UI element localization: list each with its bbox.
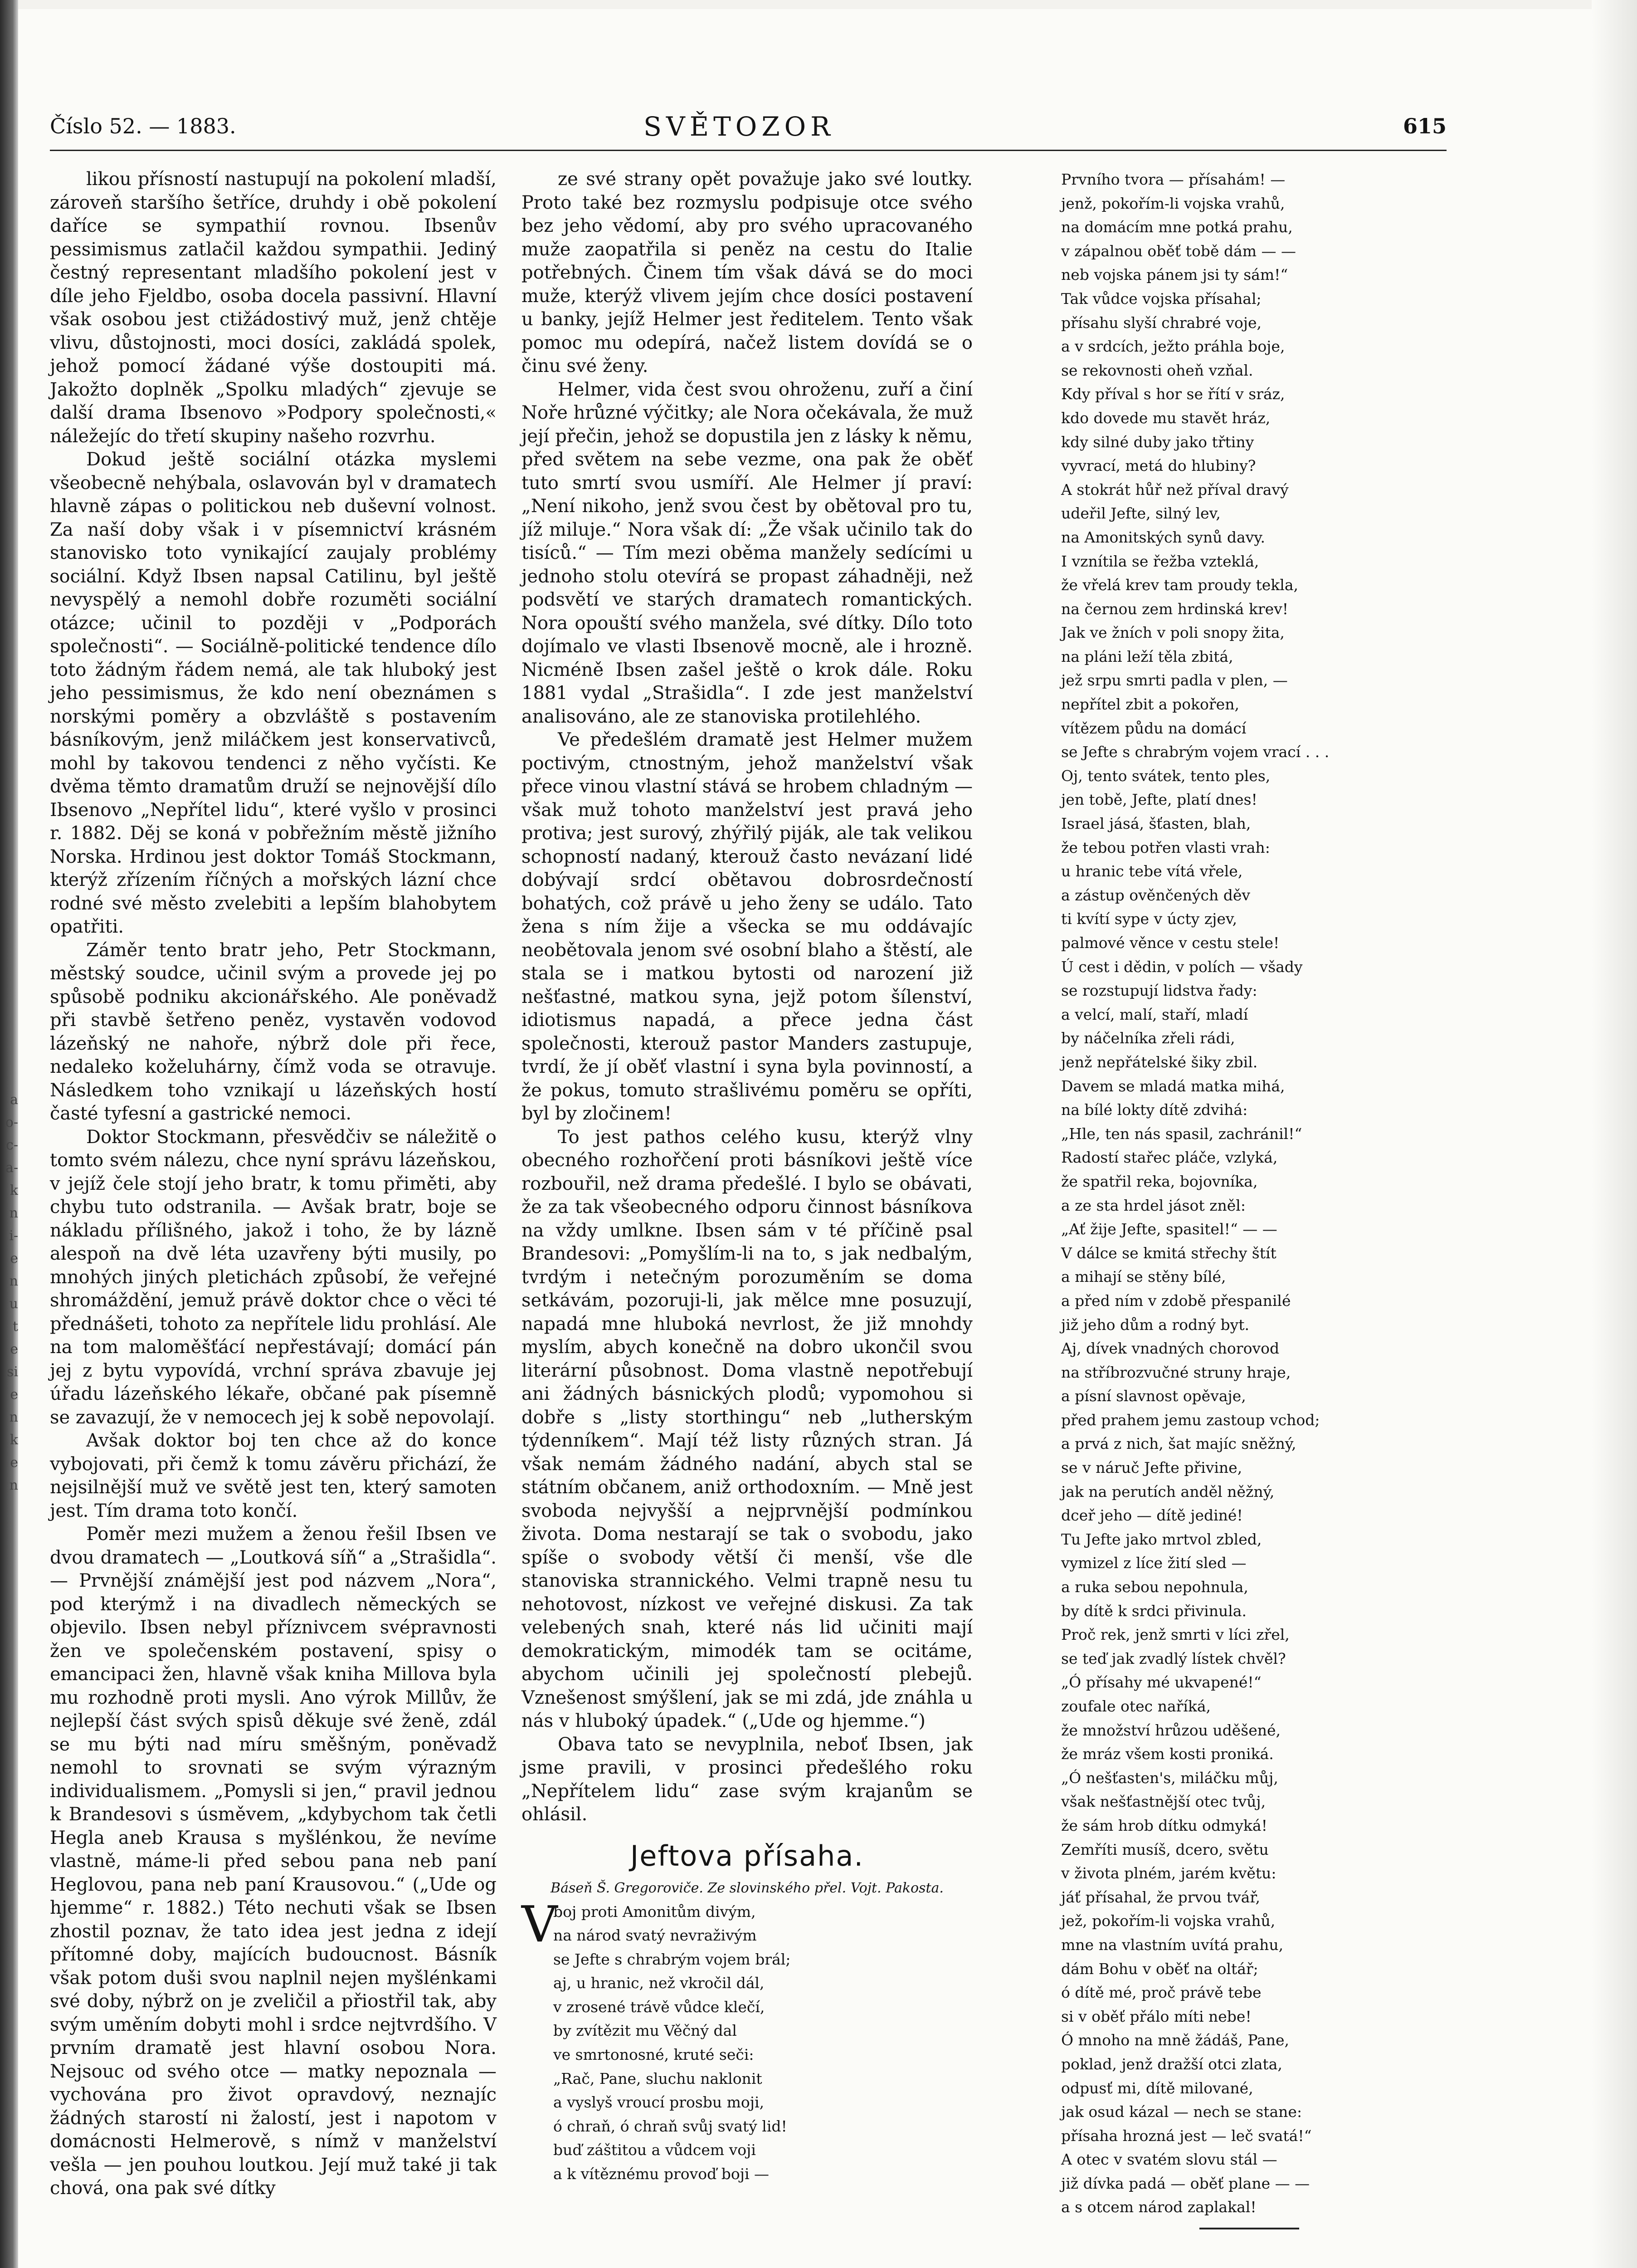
page-number: 615	[1403, 114, 1447, 138]
poem-line: a k vítěznému provoď boji —	[553, 2165, 770, 2183]
margin-fragment: n	[9, 1409, 18, 1425]
poem-line: zoufale otec naříká,	[1061, 1697, 1211, 1715]
poem-line: se teď jak zvadlý lístek chvěl?	[1061, 1649, 1286, 1667]
margin-fragment: n	[9, 1273, 18, 1289]
poem-line: kdy silné duby jako třtiny	[1061, 433, 1254, 451]
margin-fragment: si	[7, 1364, 18, 1380]
poem-end-rule	[1199, 2228, 1299, 2229]
margin-fragment: a	[10, 1092, 18, 1108]
poem-line: na pláni leží těla zbitá,	[1061, 647, 1233, 665]
poem-line: jak osud kázal — nech se stane:	[1061, 2103, 1302, 2121]
poem-line: Ú cest i dědin, v polích — všady	[1061, 958, 1303, 976]
poem-line: „Rač, Pane, sluchu naklonit	[553, 2069, 762, 2087]
poem-line: již dívka padá — oběť plane — —	[1061, 2174, 1310, 2192]
poem-line: mne na vlastním uvítá prahu,	[1061, 1936, 1284, 1954]
poem-line: „Hle, ten nás spasil, zachránil!“	[1061, 1124, 1302, 1143]
poem-line: by náčelníka zřeli rádi,	[1061, 1029, 1235, 1047]
poem-line: a velcí, malí, staří, mladí	[1061, 1005, 1248, 1023]
poem-line: a mihají se stěny bílé,	[1061, 1268, 1226, 1286]
poem-line: již jeho dům a rodný byt.	[1061, 1315, 1250, 1334]
column-right	[1061, 168, 1437, 2229]
poem-start	[521, 1895, 973, 2186]
margin-fragment: k	[10, 1183, 18, 1198]
poem-line: by dítě k srdci přivinula.	[1061, 1602, 1247, 1620]
header-rule	[50, 150, 1447, 151]
poem-byline: Báseň Š. Gregoroviče. Ze slovinského přel. Vojt. Pakosta.	[551, 1880, 944, 1896]
poem-line: že tebou potřen vlasti vrah:	[1061, 838, 1270, 856]
poem-lines-middle	[521, 1895, 973, 2186]
paragraph: Helmer, vida čest svou ohroženu, zuří a činí Noře hrůzné výčitky; ale Nora očekávala, že muž její přečin, jehož se dopustila jen z lásky k němu, před světem na sebe vezme, ona pak že oběť tuto smrtí svou usmíří. Ale Helmer jí praví: „Není nikoho, jenž svou čest by obětoval pro tu, jíž miluje.“ Nora však dí: „Že však učinilo tak do tisíců.“ — Tím mezi oběma manžely sedícími u jednoho stolu otevírá se propast záhadněji, než podsvětí ve starých dramatech romantických. Nora opouští svého manžela, své dítky. Dílo toto dojímalo ve vlasti Ibsenově mocně, ale i hrozně. Nicméně Ibsen zašel ještě o krok dále. Roku 1881 vydal „Strašidla“. I zde jest manželství analisováno, ale ze stanoviska protilehlého.	[521, 379, 973, 727]
poem-line: přísahu slyší chrabré voje,	[1061, 313, 1262, 332]
poem-line: Kdy příval s hor se řítí v sráz,	[1061, 385, 1285, 403]
paragraph: likou přísností nastupují na pokolení mladší, zároveň staršího šetříce, druhdy i obě pokolení daříce se sympathií rovnou. Ibsenův pessimismus zatlačil každou sympathii. Jediný čestný representant mladšího pokolení jest v díle jeho Fjeldbo, osoba docela passivní. Hlavní však osobou jest ctižádostivý muž, jenž chtěje vlivu, důstojnosti, moci dosíci, zakládá spolek, jehož pomocí žádané výše dostoupiti má. Jakožto doplněk „Spolku mladých“ zjevuje se další drama Ibsenovo »Podpory společnosti,« náležejíc do třetí skupiny našeho rozvrhu.	[50, 169, 497, 447]
margin-fragment: e	[10, 1341, 18, 1357]
poem-line: A otec v svatém slovu stál —	[1061, 2151, 1277, 2169]
poem-line: dám Bohu v oběť na oltář;	[1061, 1960, 1258, 1978]
poem-line: ve smrtonosné, kruté seči:	[553, 2046, 754, 2064]
poem-line: ó chraň, ó chraň svůj svatý lid!	[553, 2117, 787, 2135]
poem-line: že mráz všem kosti proniká.	[1061, 1745, 1274, 1763]
poem-line: buď záštitou a vůdcem voji	[553, 2141, 756, 2159]
paragraph: Dokud ještě sociální otázka myslemi všeobecně nehýbala, oslavován byl v dramatech hlavně zápas o politickou neb duševní volnost. Za naší doby však i v písemnictví krásném stanovisko toto vynikající zaujaly problémy sociální. Když Ibsen napsal Catilinu, byl ještě nevyspělý a nemohl dobře rozuměti sociální otázce; učinil to později v „Podporách společnosti“. — Sociálně-politické tendence dílo toto žádným řádem nemá, ale tak hluboký jest jeho pessimismus, že kdo není obeznámen s norskými poměry a obzvláště s postavením básníkovým, jenž miláčkem jest konservativců, mohl by takovou tendenci z něho vyčísti. Ke dvěma těmto dramatům druží se nejnovější dílo Ibsenovo „Nepřítel lidu“, které vyšlo v prosinci r. 1882. Děj se koná v pobřežním městě jižního Norska. Hrdinou jest doktor Tomáš Stockmann, kterýž zřízením říčných a mořských lázní chce rodné své město zvelebiti a lepším blahobytem opatřiti.	[50, 449, 497, 937]
poem-line: aj, u hranic, než vkročil dál,	[553, 1974, 765, 1992]
journal-title: SVĚTOZOR	[643, 111, 835, 142]
poem-line: jak na perutích anděl něžný,	[1061, 1482, 1275, 1501]
poem-line: vymizel z líce žití sled —	[1061, 1554, 1247, 1572]
poem-line: kdo dovede mu stavět hráz,	[1061, 409, 1271, 427]
poem-line: Israel jásá, šťasten, blah,	[1061, 815, 1251, 833]
margin-fragment: n	[9, 1205, 18, 1221]
poem-line: Ó mnoho na mně žádáš, Pane,	[1061, 2031, 1289, 2049]
poem-line: Oj, tento svátek, tento ples,	[1061, 767, 1271, 785]
poem-line: I vznítila se řežba vzteklá,	[1061, 552, 1259, 570]
poem-line: se Jefte s chrabrým vojem brál;	[553, 1950, 791, 1968]
poem-line: Radostí stařec pláče, vzlyká,	[1061, 1149, 1278, 1167]
poem-line: ó dítě mé, proč právě tebe	[1061, 1984, 1262, 2002]
poem-line: Jak ve žních v poli snopy žita,	[1061, 624, 1285, 642]
poem-line: boj proti Amonitům divým,	[553, 1902, 756, 1921]
poem-line: na národ svatý nevraživým	[553, 1926, 757, 1945]
poem-line: V dálce se kmitá střechy štít	[1061, 1244, 1276, 1262]
poem-line: Davem se mladá matka mihá,	[1061, 1077, 1285, 1095]
poem-line: by zvítězit mu Věčný dal	[553, 2022, 737, 2040]
poem-line: na Amonitských synů davy.	[1061, 528, 1266, 546]
poem-line: vyvrací, metá do hlubiny?	[1061, 457, 1256, 475]
poem-line: Proč rek, jenž smrti v líci zřel,	[1061, 1626, 1290, 1644]
poem-line: Zemříti musíš, dcero, světu	[1061, 1840, 1269, 1858]
poem-line: jáť přísahal, že prvou tvář,	[1061, 1888, 1260, 1906]
poem-line: Tu Jefte jako mrtvol zbled,	[1061, 1530, 1262, 1548]
column-left	[50, 168, 497, 2200]
poem-line: a vyslyš vroucí prosbu moji,	[553, 2093, 765, 2112]
poem-line: neb vojska pánem jsi ty sám!“	[1061, 266, 1288, 284]
poem-line: poklad, jenž dražší otci zlata,	[1061, 2055, 1282, 2073]
running-header	[32, 111, 1447, 143]
poem-line: na černou zem hrdinská krev!	[1061, 600, 1289, 618]
poem-line: jen tobě, Jefte, platí dnes!	[1061, 791, 1257, 809]
poem-line: že vřelá krev tam proudy tekla,	[1061, 576, 1299, 594]
poem-line: „Ó přísahy mé ukvapené!“	[1061, 1673, 1262, 1691]
column-middle-text	[521, 168, 973, 1827]
column-middle	[521, 168, 973, 2186]
paragraph: Doktor Stockmann, přesvědčiv se náležitě o tomto svém nálezu, chce nyní správu lázeňskou, v jejíž čele stojí jeho bratr, k tomu přiměti, aby chybu tuto odstranila. — Avšak bratr, boje se nákladu přílišného, jakož i toho, že by lázně alespoň na dvě léta uzavřeny býti musily, po mnohých jiných pletichách způsobí, že veřejné shromáždění, jemuž právě doktor chce o věci té přednášeti, tohoto za nepřítele lidu prohlásí. Ale na tom maloměšťácí nepřestávají; domácí pán jej z bytu vypovídá, vrchní správa zbavuje jej úřadu lázeňského lékaře, občané pak písemně se zavazují, že v nemocech jej k sobě nepovolají.	[50, 1126, 497, 1428]
margin-fragment: n	[9, 1477, 18, 1493]
poem-line: a prvá z nich, šat majíc sněžný,	[1061, 1435, 1296, 1453]
poem-line: jenž, pokořím-li vojska vrahů,	[1061, 194, 1285, 212]
poem-line: na stříbrozvučné struny hraje,	[1061, 1363, 1291, 1381]
poem-line: dceř jeho — dítě jediné!	[1061, 1506, 1243, 1525]
poem-line: na bílé lokty dítě zdvihá:	[1061, 1101, 1248, 1119]
poem-line: a v srdcích, ježto práhla boje,	[1061, 337, 1285, 356]
poem-line: v zápalnou oběť tobě dám — —	[1061, 242, 1296, 260]
poem-line: si v oběť přálo míti nebe!	[1061, 2007, 1252, 2025]
margin-fragment: e	[10, 1455, 18, 1471]
margin-fragment: e	[10, 1251, 18, 1266]
poem-line: a písní slavnost opěvaje,	[1061, 1387, 1246, 1405]
poem-line: přísaha hrozná jest — leč svatá!“	[1061, 2126, 1312, 2145]
poem-line: vítězem půdu na domácí	[1061, 719, 1247, 737]
paragraph: To jest pathos celého kusu, kterýž vlny obecného rozhořčení proti básníkovi ještě více rozbouřil, než drama předešlé. I bylo se obávati, že za tak všeobecného odporu činnost básníkova na vždy umlkne. Ibsen sám v té příčině psal Brandesovi: „Pomyšlím-li na to, s jak nedbalým, tvrdým i netečným porozuměním se doma setkávám, pozoruji-li, jak mělce mne posuzují, napadá mne hluboká nevrlost, že již mnohdy myslím, abych konečně na dobro ukončil svou literární působnost. Doma vlastně nepotřebují ani žádných básnických plodů; vypomohou si dobře s „listy storthingu“ neb „lutherským týdenníkem“. Mají též listy různých stran. Já však nemám žádného nadání, abych stal se státním občanem, aniž orthodoxním. — Mně jest svoboda nejvyšší a nejprvnější podmínkou života. Doma nestarají se tak o svobodu, jako spíše o svobody větší či menší, vše dle stanoviska strannického. Velmi trapně nesu tu nehotovost, nízkost ve veřejné diskusi. Za tak velebených snah, které nás lid učiniti mají demokratickým, mimodék tam se ocitáme, abychom učinili jej společností plebejů. Vznešenost smýšlení, jak se mi zdá, jde znáhla u nás v hluboký úpadek.“ („Ude og hjemme.“)	[521, 1126, 973, 1731]
poem-line: nepřítel zbit a pokořen,	[1061, 695, 1239, 714]
poem-line: že spatřil reka, bojovníka,	[1061, 1172, 1258, 1190]
poem-line: udeřil Jefte, silný lev,	[1061, 504, 1221, 523]
margin-fragment: t	[12, 1319, 18, 1334]
page-edge-shadow	[1592, 0, 1637, 2268]
poem-line: na domácím mne potká prahu,	[1061, 218, 1293, 236]
poem-line: se v náruč Jefte přivine,	[1061, 1459, 1242, 1477]
poem-line: se rozstupují lidstva řady:	[1061, 982, 1257, 1000]
poem-line: odpusť mi, dítě milované,	[1061, 2079, 1253, 2097]
margin-fragment: u	[9, 1296, 18, 1312]
paragraph: Avšak doktor boj ten chce až do konce vybojovati, při čemž k tomu závěru přichází, že nejsilnější muž ve světě jest ten, který samoten jest. Tím drama toto končí.	[50, 1430, 497, 1521]
poem-line: však nešťastnější otec tvůj,	[1061, 1793, 1266, 1811]
poem-line: ti kvítí sype v úcty zjev,	[1061, 910, 1237, 928]
poem-line: se Jefte s chrabrým vojem vrací . . .	[1061, 743, 1330, 761]
paragraph: Obava tato se nevyplnila, neboť Ibsen, jak jsme pravili, v prosinci předešlého roku „Nepřítelem lidu“ zase svým krajanům se ohlásil.	[521, 1734, 973, 1825]
poem-line: „Ó nešťasten's, miláčku můj,	[1061, 1769, 1278, 1787]
paragraph: Záměr tento bratr jeho, Petr Stockmann, městský soudce, učinil svým a provede jej po spůsobě podniku akcionářského. Ale poněvadž při stavbě šetřeno peněz, vystavěn vodovod lázeňský ne nahoře, nýbrž dole při řece, nedaleko koželuhárny, čímž voda se otravuje. Následkem toho vznikají u lázeňských hostí časté tyfesní a gastrické nemoci.	[50, 939, 497, 1124]
margin-fragment: e	[10, 1387, 18, 1403]
poem-line: jež srpu smrti padla v plen, —	[1061, 671, 1288, 689]
poem-title: Jeftova přísaha.	[630, 1839, 864, 1872]
poem-line: že sám hrob dítku odmyká!	[1061, 1816, 1267, 1834]
poem-line: a ruka sebou nepohnula,	[1061, 1578, 1248, 1596]
poem-line: palmové věnce v cestu stele!	[1061, 934, 1280, 952]
poem-line: v života plném, jarém květu:	[1061, 1864, 1276, 1882]
paragraph: Poměr mezi mužem a ženou řešil Ibsen ve dvou dramatech — „Loutková síň“ a „Strašidla“. — Prvnější známější jest pod názvem „Nora“, pod kterýmž i na divadlech německých se objevilo. Ibsen nebyl příznivcem svépravnosti žen ve společenském postavení, spisy o emancipaci žen, hlavně však kniha Millova byla mu rozhodně proti mysli. Ano výrok Millův, že nejlepší část svých spisů děkuje své ženě, zdál se mu býti nad míru směšným, poněvadž nemohl to srovnati se svým výrazným individualismem. „Pomysli si jen,“ pravil jednou k Brandesovi s úsměvem, „kdybychom tak četli Hegla aneb Krausa s myšlénkou, že nevíme vlastně, máme-li před sebou pana neb paní Heglovou, pana neb paní Krausovou.“ („Ude og hjemme“ r. 1882.) Této nechuti však se Ibsen zhostil poznav, že tato idea jest jedna z idejí přítomné doby, majících budoucnost. Básník však potom duši svou naplnil nejen myšlénkami své doby, nýbrž on je zveličil a přiostřil tak, aby svým uměním dobyti mohl i srdce nejtvrdšího. V prvním dramatě jest hlavní osobou Nora. Nejsouc od svého otce — matky nepoznala — vychována pro život opravdový, neznajíc žádných starostí ni žalostí, jest i napotom v domácnosti Helmerově, s nímž v manželství vešla — jen pouhou loutkou. Její muž také ji tak chová, ona pak své dítky	[50, 1524, 497, 2199]
poem-line: „Ať žije Jefte, spasitel!“ — —	[1061, 1220, 1277, 1238]
poem-lines-right	[1061, 168, 1437, 2219]
adjacent-page-fragments	[0, 1089, 18, 1497]
issue-label: Číslo 52. — 1883.	[50, 114, 236, 138]
poem-line: a s otcem národ zaplakal!	[1061, 2198, 1257, 2216]
poem-dropcap: V	[521, 1895, 558, 1953]
poem-line: A stokrát hůř než příval dravý	[1061, 480, 1289, 499]
paragraph: ze své strany opět považuje jako své loutky. Proto také bez rozmyslu podpisuje otce svého bez jeho vědomí, aby pro svého upracovaného muže zaopatřila si peněz na cestu do Italie potřebných. Činem tím však dává se do moci muže, kterýž vlivem jejím chce dosíci postavení u banky, jejíž Helmer jest ředitelem. Tento však pomoc mu odepírá, načež listem dovídá se o činu své ženy.	[521, 169, 973, 376]
poem-line: a zástup ověnčených děv	[1061, 886, 1251, 904]
poem-line: a před ním v zdobě přespanilé	[1061, 1291, 1291, 1310]
margin-fragment: o-	[5, 1114, 18, 1130]
poem-line: jenž nepřátelské šiky zbil.	[1061, 1053, 1258, 1071]
paragraph: Ve předešlém dramatě jest Helmer mužem poctivým, ctnostným, jehož manželství však přece vinou vlastní stává se hrobem chladným — však muž tohoto manželství jest pravá jeho protiva; jest surový, zhýřilý piják, ale tak velikou schopností nadaný, kterouž často nevázaní lidé dobývají srdcí obětavou dobrosrdečností bohatých, což právě u jeho ženy se událo. Tato žena s ním žije a všecka se mu oddávajíc neobětovala jenom své osobní blaho a štěstí, ale stala se i matkou bytosti od narození již nešťastné, matkou syna, jejž potom šílenství, idiotismus napadá, a přece jedna část společnosti, kterouž pastor Manders zastupuje, tvrdí, že jí oběť vlastní i syna byla povinností, a že pokus, tomuto strašlivému poměru se opříti, byl by zločinem!	[521, 729, 973, 1124]
margin-fragment: a-	[5, 1160, 18, 1176]
poem-line: u hranic tebe vítá vřele,	[1061, 862, 1243, 880]
poem-line: v zrosené trávě vůdce klečí,	[553, 1998, 765, 2016]
margin-fragment: c-	[6, 1137, 18, 1153]
poem-line: a ze sta hrdel jásot zněl:	[1061, 1196, 1246, 1214]
poem-line: Aj, dívek vnadných chorovod	[1061, 1339, 1280, 1358]
margin-fragment: k	[10, 1432, 18, 1448]
poem-line: se rekovnosti oheň vzňal.	[1061, 361, 1253, 379]
poem-line: Tak vůdce vojska přísahal;	[1061, 289, 1262, 308]
poem-line: jež, pokořím-li vojska vrahů,	[1061, 1912, 1276, 1930]
poem-line: před prahem jemu zastoup vchod;	[1061, 1411, 1320, 1429]
poem-line: Prvního tvora — přísahám! —	[1061, 171, 1286, 188]
poem-line: že množství hrůzou uděšené,	[1061, 1721, 1281, 1739]
margin-fragment: i-	[9, 1228, 18, 1244]
